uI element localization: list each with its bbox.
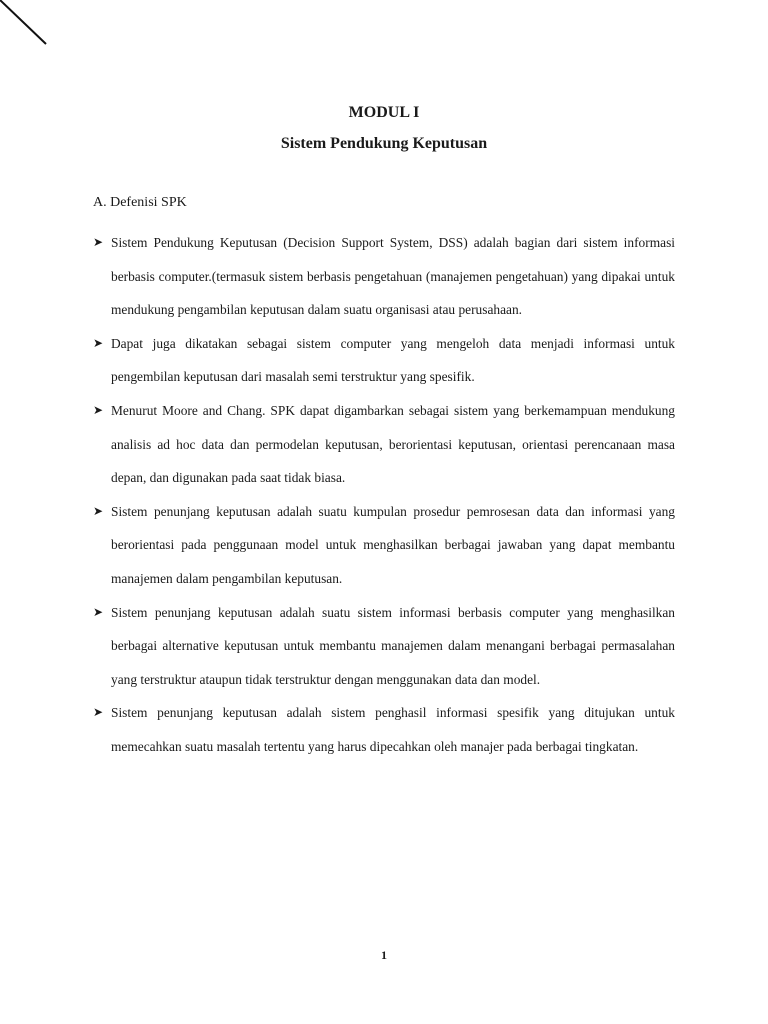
arrow-bullet-icon: ➤ xyxy=(93,235,104,249)
arrow-bullet-icon: ➤ xyxy=(93,503,104,518)
list-item-text: Menurut Moore and Chang. SPK dapat digambarkan sebagai sistem yang berkemampuan mendukung analisis ad hoc data dan permodelan keputusan, berorientasi keputusan, orientasi perencanaan masa depan, dan digunakan pada saat tidak biasa. xyxy=(111,402,675,486)
list-item xyxy=(93,495,675,596)
list-item-text: Dapat juga dikatakan sebagai sistem computer yang mengeloh data menjadi informasi untuk pengembilan keputusan dari masalah semi terstruktur yang spesifik. xyxy=(111,335,675,385)
list-item-text: Sistem penunjang keputusan adalah suatu sistem informasi berbasis computer yang menghasilkan berbagai alternative keputusan untuk membantu manajemen dalam menangani berbagai permasalahan yang terstruktur ataupun tidak terstruktur dengan menggunakan data dan model. xyxy=(111,604,675,687)
list-item-text: Sistem penunjang keputusan adalah sistem penghasil informasi spesifik yang ditujukan untuk memecahkan suatu masalah tertentu yang harus dipecahkan oleh manajer pada berbagai tingkatan. xyxy=(111,705,675,754)
list-item xyxy=(93,327,675,394)
definition-list xyxy=(93,226,675,764)
arrow-bullet-icon: ➤ xyxy=(93,604,104,619)
corner-fold-line xyxy=(0,0,60,60)
section-heading: A. Defenisi SPK xyxy=(93,195,187,210)
list-item xyxy=(93,696,675,763)
arrow-bullet-icon: ➤ xyxy=(93,335,104,350)
list-item-text: Sistem Pendukung Keputusan (Decision Support System, DSS) adalah bagian dari sistem informasi berbasis computer.(termasuk sistem berbasis pengetahuan (manajemen pengetahuan) yang dipakai untuk mendukung pengambilan keputusan dalam suatu organisasi atau perusahaan. xyxy=(111,235,675,318)
arrow-bullet-icon: ➤ xyxy=(93,705,104,720)
arrow-bullet-icon: ➤ xyxy=(93,402,104,417)
list-item xyxy=(93,596,675,697)
document-title: MODUL I xyxy=(348,104,420,121)
list-item xyxy=(93,226,675,327)
list-item xyxy=(93,394,675,495)
page-number: 1 xyxy=(381,948,387,962)
document-subtitle: Sistem Pendukung Keputusan xyxy=(280,135,488,152)
list-item-text: Sistem penunjang keputusan adalah suatu kumpulan prosedur pemrosesan data dan informasi yang berorientasi pada penggunaan model untuk menghasilkan berbagai jawaban yang dapat membantu manajemen dalam pengambilan keputusan. xyxy=(111,503,675,586)
